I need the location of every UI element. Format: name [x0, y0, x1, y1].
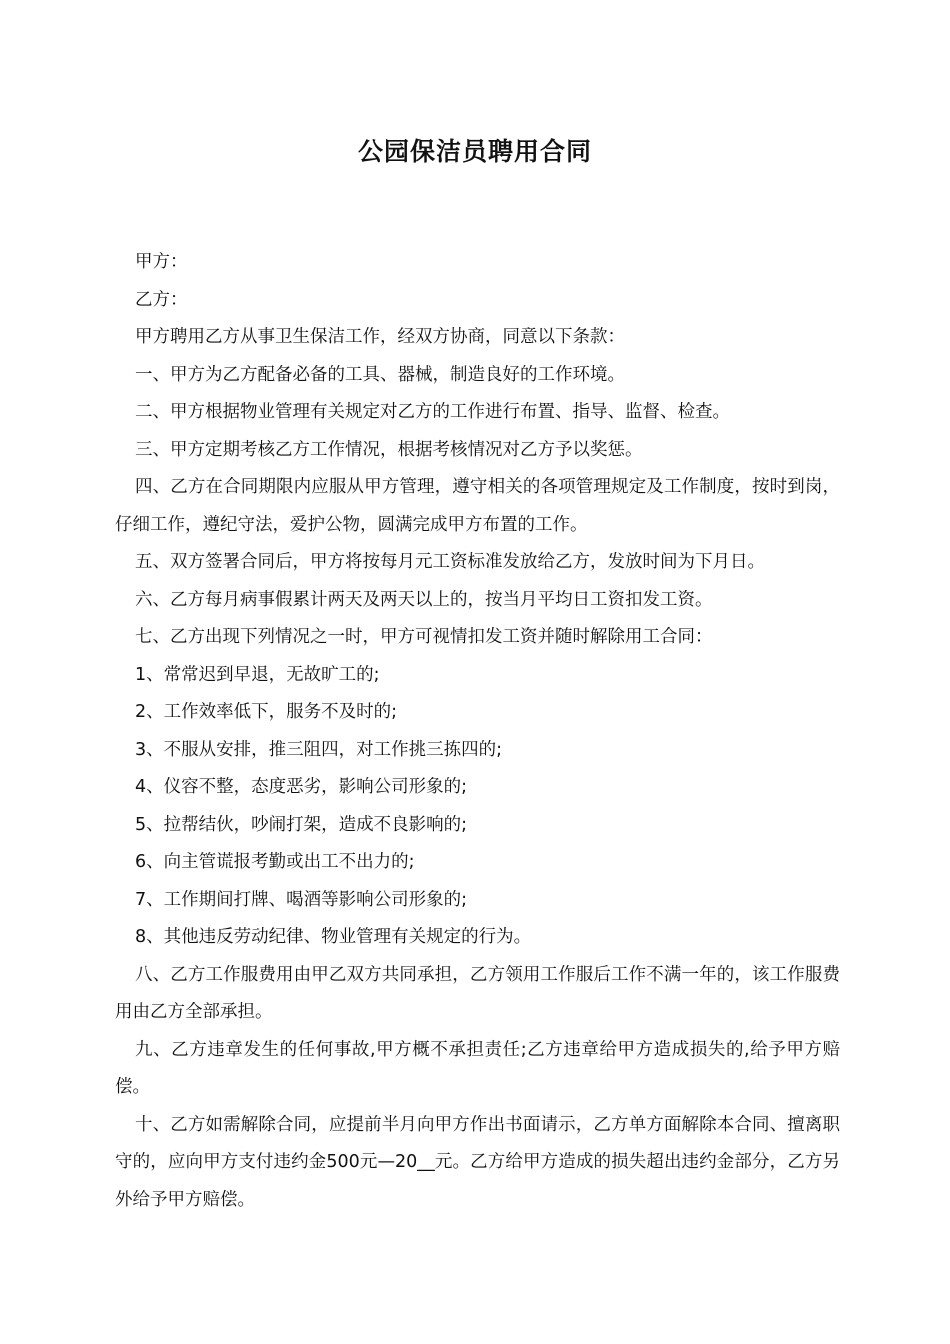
- clause-5: 五、双方签署合同后，甲方将按每月元工资标准发放给乙方，发放时间为下月日。: [135, 552, 765, 572]
- clause-8: 八、乙方工作服费用由甲乙双方共同承担，乙方领用工作服后工作不满一年的，该工作服费用由乙方全部承担。: [115, 964, 840, 1022]
- contract-body: [115, 244, 840, 1219]
- clause-7-item-8: 8、其他违反劳动纪律、物业管理有关规定的行为。: [135, 927, 532, 947]
- party-b-line: 乙方：: [135, 289, 188, 310]
- clause-10: 十、乙方如需解除合同，应提前半月向甲方作出书面请示，乙方单方面解除本合同、擅离职守的，应向甲方支付违约金500元—20__元。乙方给甲方造成的损失超出违约金部分，乙方另外给予甲方赔偿。: [115, 1114, 840, 1210]
- clause-7-item-7: 7、工作期间打牌、喝酒等影响公司形象的;: [135, 889, 468, 910]
- clause-2: 二、甲方根据物业管理有关规定对乙方的工作进行布置、指导、监督、检查。: [135, 402, 730, 422]
- clause-3: 三、甲方定期考核乙方工作情况，根据考核情况对乙方予以奖惩。: [135, 439, 643, 460]
- document-title: 公园保洁员聘用合同: [357, 137, 592, 166]
- clause-7-item-5: 5、拉帮结伙，吵闹打架，造成不良影响的;: [135, 814, 468, 835]
- clause-7-item-6: 6、向主管谎报考勤或出工不出力的;: [135, 852, 415, 872]
- clause-7: 七、乙方出现下列情况之一时，甲方可视情扣发工资并随时解除用工合同：: [135, 627, 713, 647]
- clause-7-item-2: 2、工作效率低下，服务不及时的;: [135, 702, 398, 722]
- clause-7-item-3: 3、不服从安排，推三阻四，对工作挑三拣四的;: [135, 739, 503, 760]
- clause-7-item-4: 4、仪容不整，态度恶劣，影响公司形象的;: [135, 777, 468, 797]
- intro-paragraph: 甲方聘用乙方从事卫生保洁工作，经双方协商，同意以下条款：: [135, 327, 625, 347]
- party-a-line: 甲方：: [135, 252, 188, 272]
- clause-6: 六、乙方每月病事假累计两天及两天以上的，按当月平均日工资扣发工资。: [135, 589, 713, 610]
- clause-4: 四、乙方在合同期限内应服从甲方管理，遵守相关的各项管理规定及工作制度，按时到岗，仔细工作，遵纪守法，爱护公物，圆满完成甲方布置的工作。: [115, 477, 840, 535]
- clause-9: 九、乙方违章发生的任何事故,甲方概不承担责任;乙方违章给甲方造成损失的,给予甲方赔偿。: [115, 1039, 840, 1097]
- clause-7-item-1: 1、常常迟到早退，无故旷工的;: [135, 664, 380, 685]
- clause-1: 一、甲方为乙方配备必备的工具、器械，制造良好的工作环境。: [135, 364, 625, 385]
